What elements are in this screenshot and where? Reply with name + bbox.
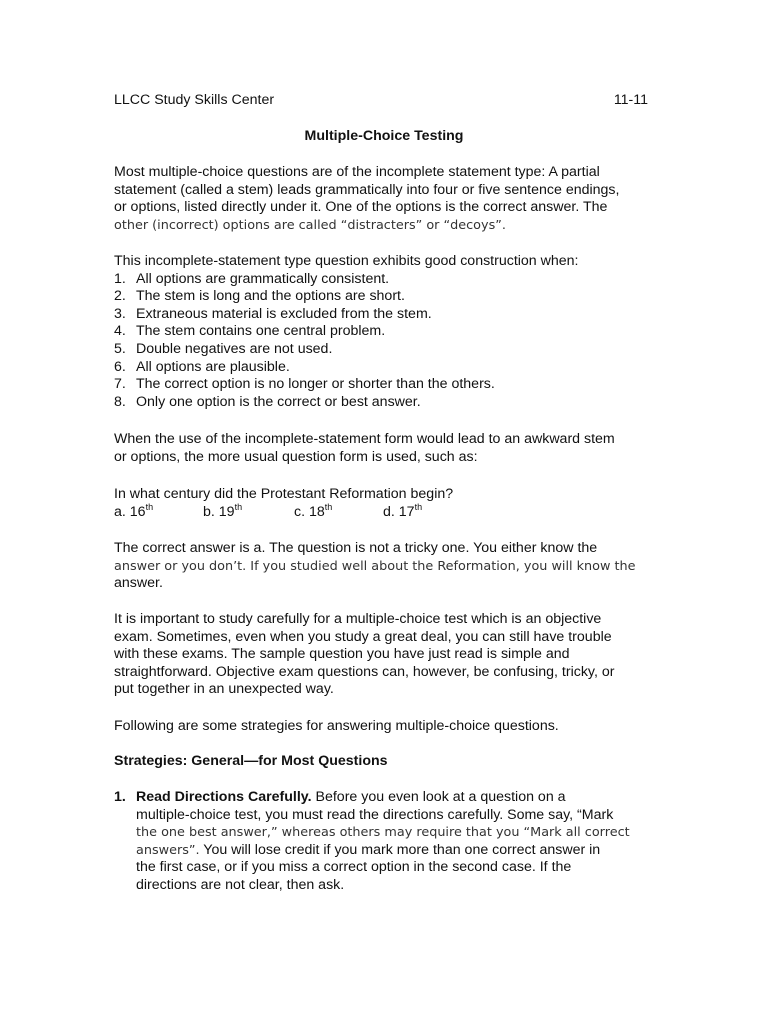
text-line: or options, the more usual question form is used, such as: bbox=[114, 448, 478, 465]
strategy-number: 1. bbox=[114, 789, 126, 805]
text-line: exam. Sometimes, even when you study a great deal, you can still have trouble bbox=[114, 628, 612, 645]
text-line: When the use of the incomplete-statement form would lead to an awkward stem bbox=[114, 431, 615, 447]
text-line: statement (called a stem) leads grammatically into four or five sentence endings, bbox=[114, 181, 620, 198]
option-d: d. 17th bbox=[383, 501, 423, 520]
option-c: c. 18th bbox=[294, 501, 333, 520]
page-title: Multiple-Choice Testing bbox=[304, 128, 464, 144]
option-a: a. 16th bbox=[114, 501, 154, 520]
important-paragraph bbox=[114, 611, 659, 699]
list-item: 2. The stem is long and the options are short. bbox=[114, 288, 405, 305]
text-line: with these exams. The sample question you have just read is simple and bbox=[114, 646, 570, 663]
sample-question bbox=[114, 486, 659, 521]
list-item: 4. The stem contains one central problem. bbox=[114, 323, 386, 340]
text-line: or options, listed directly under it. One of the options is the correct answer. The bbox=[114, 199, 608, 216]
list-item: 8. Only one option is the correct or best answer. bbox=[114, 393, 421, 410]
text-line: the first case, or if you miss a correct option in the second case. If the bbox=[136, 859, 572, 876]
list-item: 7. The correct option is no longer or shorter than the others. bbox=[114, 376, 495, 393]
strategy-title: Read Directions Carefully. bbox=[136, 789, 312, 805]
intro-paragraph bbox=[114, 164, 659, 234]
text-line: other (incorrect) options are called “distracters” or “decoys”. bbox=[114, 217, 506, 233]
text-line: straightforward. Objective exam questions can, however, be confusing, tricky, or bbox=[114, 663, 615, 680]
answer-options bbox=[114, 501, 659, 522]
answer-paragraph bbox=[114, 540, 659, 593]
header-page-code: 11-11 bbox=[613, 92, 648, 108]
header-center-name: LLCC Study Skills Center bbox=[114, 92, 275, 108]
strategy-1 bbox=[114, 789, 681, 895]
text-line: answer. bbox=[114, 575, 163, 592]
text-line: Read Directions Carefully. Before you even look at a question on a bbox=[136, 789, 566, 805]
text-line: The correct answer is a. The question is not a tricky one. You either know the bbox=[114, 540, 598, 556]
construction-section bbox=[114, 253, 659, 411]
strategies-heading: Strategies: General—for Most Questions bbox=[114, 753, 388, 769]
text-line: answer or you don’t. If you studied well about the Reformation, you will know the bbox=[114, 558, 636, 574]
construction-list bbox=[114, 271, 659, 412]
text-line: answers”. You will lose credit if you mark more than one correct answer in bbox=[136, 841, 601, 858]
list-item: 6. All options are plausible. bbox=[114, 358, 290, 375]
text-line: Most multiple-choice questions are of the incomplete statement type: A partial bbox=[114, 164, 600, 180]
list-item: 5. Double negatives are not used. bbox=[114, 340, 333, 357]
following-paragraph: Following are some strategies for answering multiple-choice questions. bbox=[114, 718, 559, 734]
option-b: b. 19th bbox=[203, 501, 243, 520]
list-item: 1. All options are grammatically consistent. bbox=[114, 270, 390, 287]
text-line: multiple-choice test, you must read the directions carefully. Some say, “Mark bbox=[136, 806, 614, 823]
list-item: 3. Extraneous material is excluded from the stem. bbox=[114, 305, 432, 322]
construction-lead: This incomplete-statement type question exhibits good construction when: bbox=[114, 253, 579, 269]
text-line: put together in an unexpected way. bbox=[114, 681, 334, 698]
text-line: the one best answer,” whereas others may require that you “Mark all correct bbox=[136, 825, 630, 841]
text-line: It is important to study carefully for a multiple-choice test which is an objective bbox=[114, 611, 602, 627]
text-line: directions are not clear, then ask. bbox=[136, 876, 345, 893]
awkward-paragraph bbox=[114, 431, 659, 466]
question-stem: In what century did the Protestant Reformation begin? bbox=[114, 486, 454, 502]
